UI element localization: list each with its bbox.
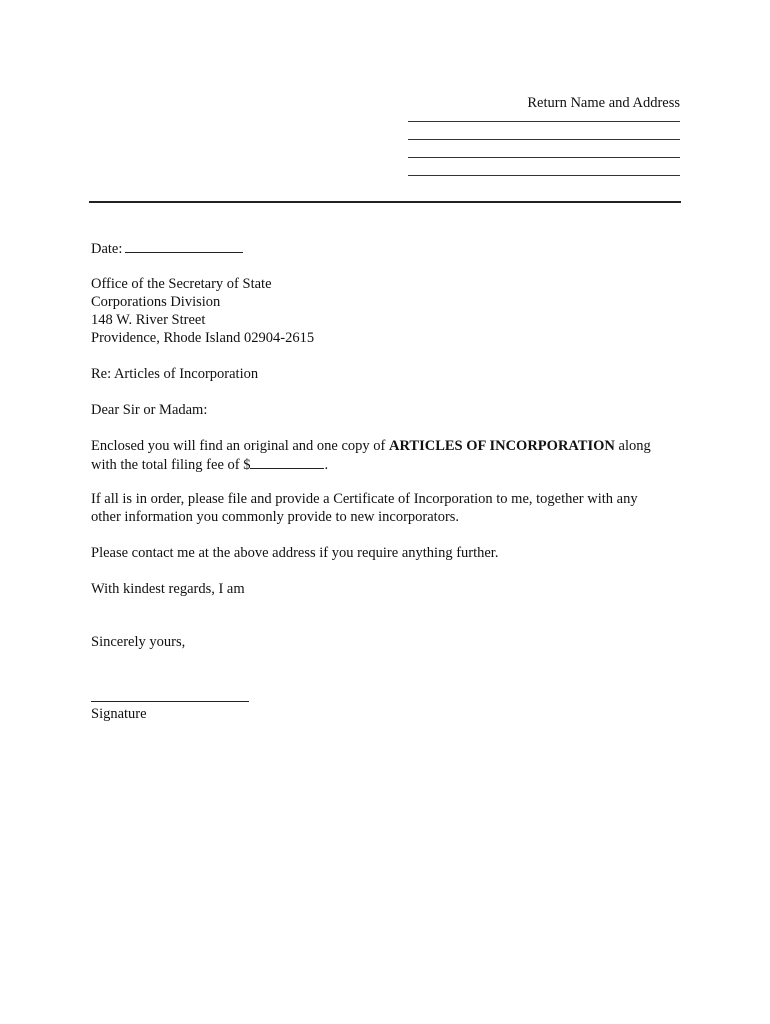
return-address-block xyxy=(408,94,680,193)
paragraph-enclosed-text-1: Enclosed you will find an original and one copy of xyxy=(91,438,389,454)
paragraph-order xyxy=(91,490,691,526)
date-label: Date: xyxy=(91,241,123,257)
addressee-line-2: Corporations Division xyxy=(91,294,221,310)
return-address-line-3[interactable] xyxy=(408,157,680,158)
return-address-line-2[interactable] xyxy=(408,139,680,140)
date-line xyxy=(91,239,691,258)
date-field[interactable] xyxy=(125,239,243,253)
signature-label: Signature xyxy=(91,706,147,722)
paragraph-order-line-1: If all is in order, please file and provide a Certificate of Incorporation to me, together with any xyxy=(91,491,638,507)
salutation: Dear Sir or Madam: xyxy=(91,402,208,418)
filing-fee-field[interactable] xyxy=(250,455,324,469)
closing-sincerely: Sincerely yours, xyxy=(91,634,186,650)
filing-fee-label: with the total filing fee of $ xyxy=(91,457,251,473)
paragraph-contact: Please contact me at the above address if you require anything further. xyxy=(91,545,499,561)
articles-of-incorporation-bold: ARTICLES OF INCORPORATION xyxy=(389,438,615,454)
addressee-line-1: Office of the Secretary of State xyxy=(91,276,272,292)
re-line: Re: Articles of Incorporation xyxy=(91,366,259,382)
return-address-line-1[interactable] xyxy=(408,121,680,122)
paragraph-enclosed-line-2 xyxy=(91,455,691,474)
return-address-title: Return Name and Address xyxy=(527,95,680,111)
addressee-block xyxy=(91,275,691,347)
paragraph-order-line-2: other information you commonly provide to new incorporators. xyxy=(91,509,460,525)
filing-fee-period: . xyxy=(324,457,329,473)
paragraph-enclosed-text-2: along xyxy=(614,438,651,454)
addressee-line-4: Providence, Rhode Island 02904-2615 xyxy=(91,330,315,346)
header-divider xyxy=(89,201,681,203)
paragraph-enclosed-line-1 xyxy=(91,437,691,455)
paragraph-enclosed xyxy=(91,437,691,474)
signature-line[interactable] xyxy=(91,701,249,702)
addressee-line-3: 148 W. River Street xyxy=(91,312,206,328)
return-address-line-4[interactable] xyxy=(408,175,680,176)
closing-regards: With kindest regards, I am xyxy=(91,581,245,597)
